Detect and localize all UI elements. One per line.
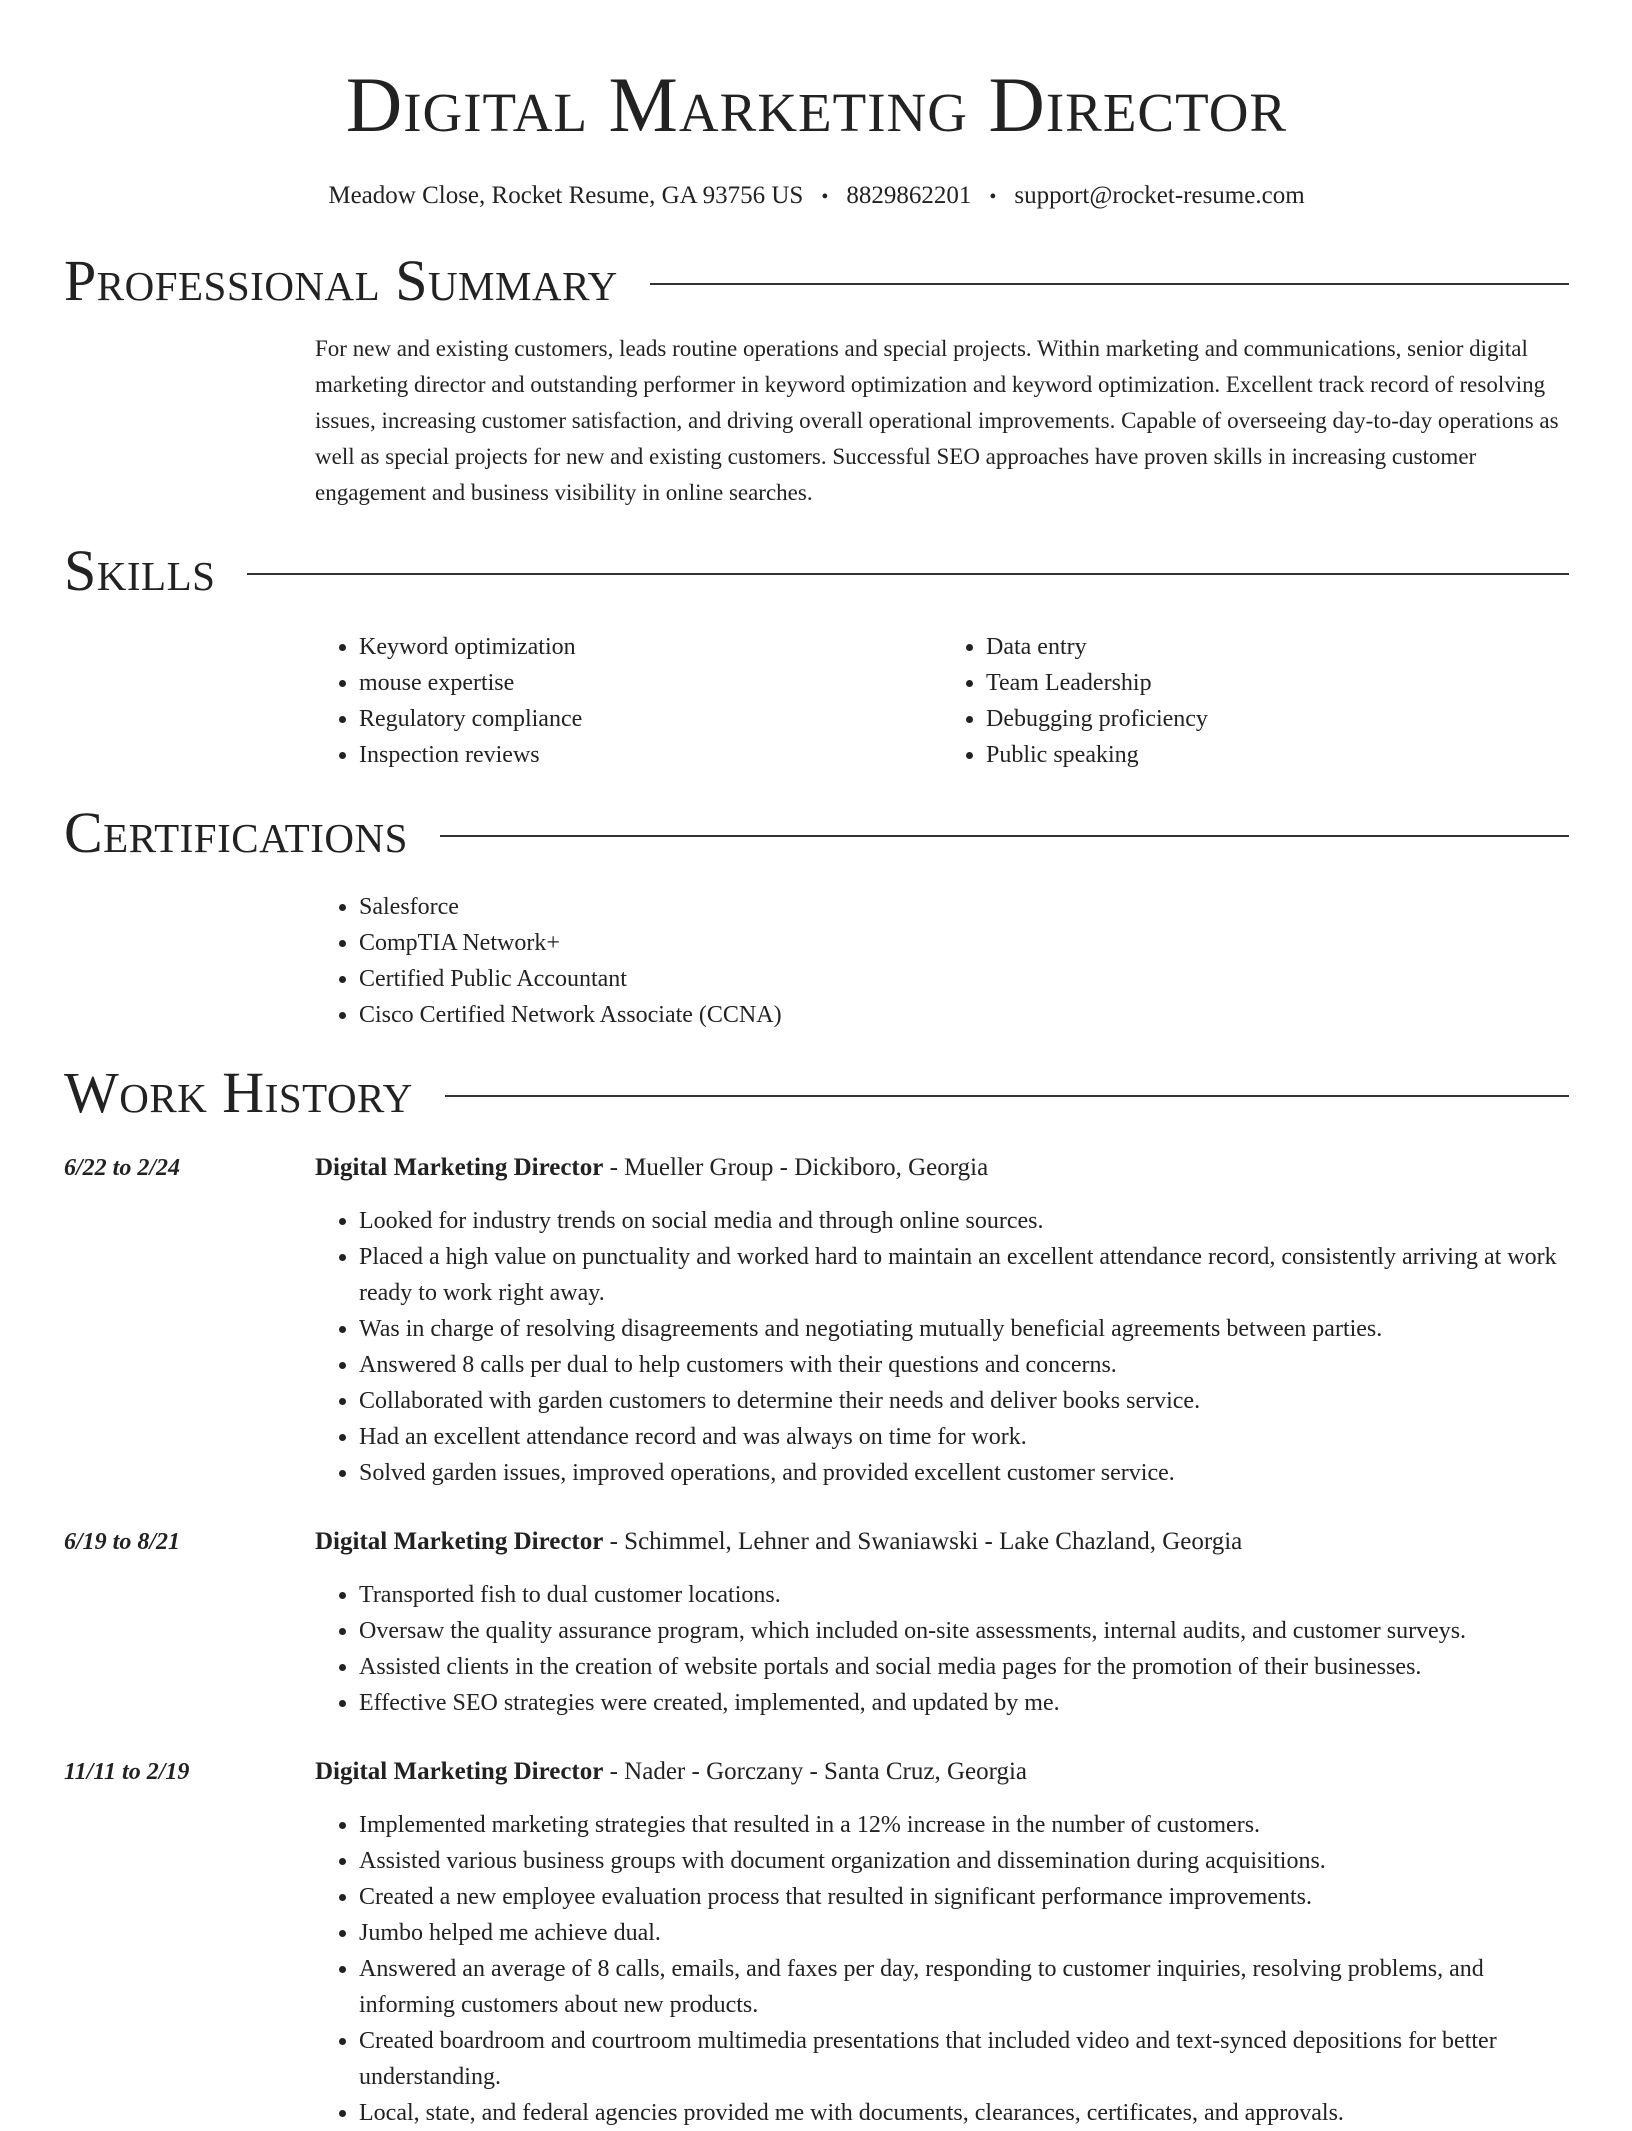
list-item: • Oversaw the quality assurance program, which included on-site assessments, internal audits, and customer surveys. [359, 1613, 1569, 1649]
section-title: Skills [64, 538, 216, 603]
list-item: • Answered 8 calls per dual to help customers with their questions and concerns. [359, 1347, 1569, 1383]
candidate-name: Digital Marketing Director [345, 61, 1288, 148]
job-duties [315, 1807, 1569, 2131]
job-title-line [315, 1151, 1569, 1185]
job-title-line [315, 1755, 1569, 1789]
list-item: • Effective SEO strategies were created, implemented, and updated by me. [359, 1685, 1569, 1721]
section-divider [440, 835, 1569, 837]
phone: 8829862201 [846, 182, 972, 209]
summary-text: For new and existing customers, leads routine operations and special projects. Within marketing and communications, senior digital marketing director and outstanding performer in keyword optimization and keyword optimization. Excellent track record of resolving issues, increasing customer satisfaction, and driving overall operational improvements. Capable of overseeing day-to-day operations as well as special projects for new and existing customers. Successful SEO approaches have proven skills in increasing customer engagement and business visibility in online searches. [315, 336, 1559, 505]
skills-column-left [315, 629, 942, 773]
job-dates: 6/19 to 8/21 [64, 1529, 181, 1555]
separator: • [821, 186, 829, 208]
separator: • [989, 186, 997, 208]
list-item: • Local, state, and federal agencies provided me with documents, clearances, certificates, and approvals. [359, 2095, 1569, 2131]
section-title: Work History [64, 1060, 413, 1125]
job-employer: - Nader - Gorczany - Santa Cruz, Georgia [603, 1758, 1028, 1785]
list-item: • Debugging proficiency [986, 701, 1569, 737]
address: Meadow Close, Rocket Resume, GA 93756 US [328, 182, 804, 209]
list-item: • Keyword optimization [359, 629, 942, 665]
certifications-bullets [315, 889, 1569, 1033]
summary-section-header [64, 247, 1569, 315]
list-item: • CompTIA Network+ [359, 925, 1569, 961]
list-item: • Collaborated with garden customers to determine their needs and deliver books service. [359, 1383, 1569, 1419]
list-item: • Cisco Certified Network Associate (CCNA) [359, 997, 1569, 1033]
skills-section-header [64, 537, 1569, 605]
job-title: Digital Marketing Director [315, 1758, 604, 1785]
skills-column-right [942, 629, 1569, 773]
list-item: • Data entry [986, 629, 1569, 665]
list-item: • Was in charge of resolving disagreements and negotiating mutually beneficial agreements between parties. [359, 1311, 1569, 1347]
list-item: • Had an excellent attendance record and was always on time for work. [359, 1419, 1569, 1455]
certifications-list [315, 889, 1569, 1033]
list-item: • Looked for industry trends on social media and through online sources. [359, 1203, 1569, 1239]
job-entry [64, 1525, 1569, 1721]
job-entry [64, 1755, 1569, 2131]
job-duties [315, 1203, 1569, 1491]
list-item: • mouse expertise [359, 665, 942, 701]
job-dates: 11/11 to 2/19 [64, 1759, 190, 1785]
job-employer: - Mueller Group - Dickiboro, Georgia [603, 1154, 989, 1181]
job-entry [64, 1151, 1569, 1491]
work-history-section-header [64, 1059, 1569, 1127]
job-title-line [315, 1525, 1569, 1559]
job-title: Digital Marketing Director [315, 1154, 604, 1181]
list-item: • Assisted clients in the creation of website portals and social media pages for the promotion of their businesses. [359, 1649, 1569, 1685]
list-item: • Regulatory compliance [359, 701, 942, 737]
list-item: • Answered an average of 8 calls, emails, and faxes per day, responding to customer inquiries, resolving problems, and informing customers about new products. [359, 1951, 1569, 2023]
list-item: • Created boardroom and courtroom multimedia presentations that included video and text-synced depositions for better understanding. [359, 2023, 1569, 2095]
section-divider [247, 573, 1569, 575]
section-divider [445, 1095, 1569, 1097]
skills-list [315, 629, 1569, 773]
list-item: • Solved garden issues, improved operations, and provided excellent customer service. [359, 1455, 1569, 1491]
job-employer: - Schimmel, Lehner and Swaniawski - Lake Chazland, Georgia [603, 1528, 1243, 1555]
list-item: • Team Leadership [986, 665, 1569, 701]
list-item: • Certified Public Accountant [359, 961, 1569, 997]
job-duties [315, 1577, 1569, 1721]
list-item: • Inspection reviews [359, 737, 942, 773]
job-body [315, 1755, 1569, 2131]
list-item: • Salesforce [359, 889, 1569, 925]
certifications-section-header [64, 799, 1569, 867]
list-item: • Public speaking [986, 737, 1569, 773]
job-body [315, 1525, 1569, 1721]
list-item: • Implemented marketing strategies that resulted in a 12% increase in the number of customers. [359, 1807, 1569, 1843]
email: support@rocket-resume.com [1014, 182, 1305, 209]
list-item: • Transported fish to dual customer locations. [359, 1577, 1569, 1613]
contact-line [64, 180, 1569, 213]
list-item: • Jumbo helped me achieve dual. [359, 1915, 1569, 1951]
list-item: • Created a new employee evaluation process that resulted in significant performance improvements. [359, 1879, 1569, 1915]
section-title: Certifications [64, 800, 408, 865]
list-item: • Placed a high value on punctuality and worked hard to maintain an excellent attendance record, consistently arriving at work ready to work right away. [359, 1239, 1569, 1311]
job-title: Digital Marketing Director [315, 1528, 604, 1555]
section-divider [650, 283, 1569, 285]
job-body [315, 1151, 1569, 1491]
list-item: • Assisted various business groups with document organization and dissemination during acquisitions. [359, 1843, 1569, 1879]
job-dates: 6/22 to 2/24 [64, 1155, 181, 1181]
section-title: Professional Summary [64, 248, 618, 313]
